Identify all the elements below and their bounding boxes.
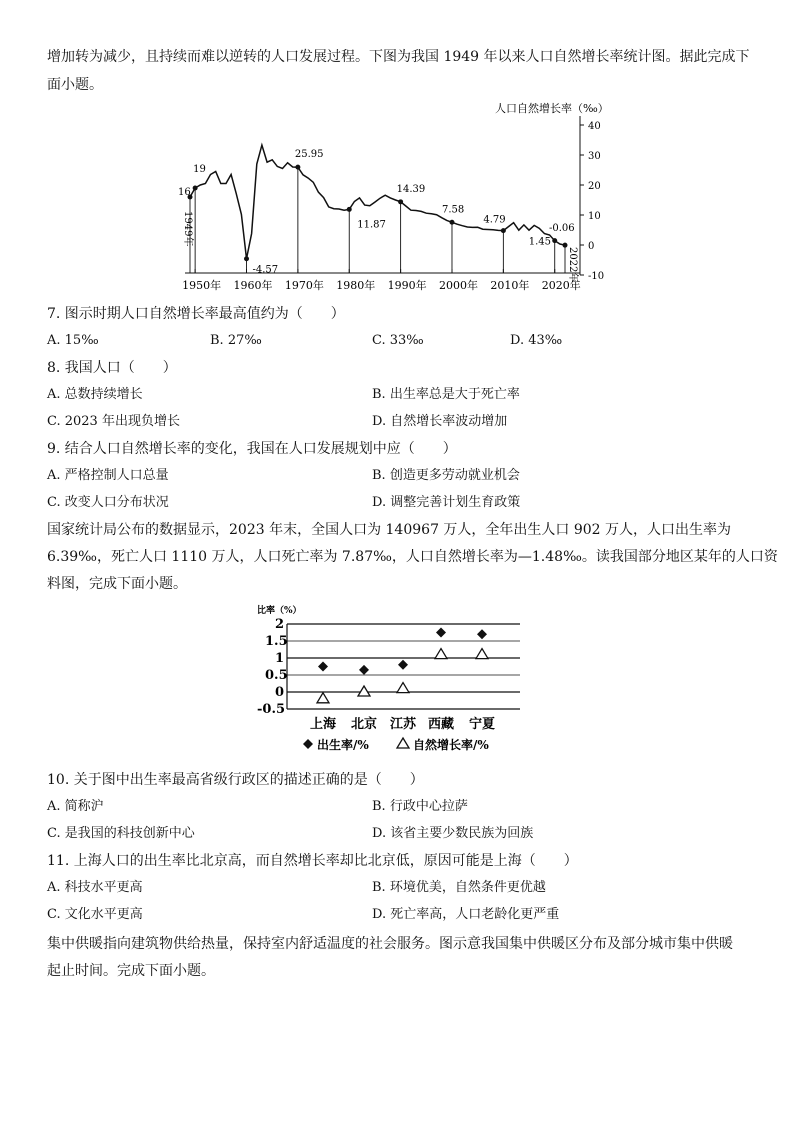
chart1-y-tick-label: -10 xyxy=(588,271,605,282)
chart2-y-tick-label: 0.5 xyxy=(265,668,288,683)
chart2-category-label: 宁夏 xyxy=(469,717,496,732)
passage3-line-2: 起止时间。完成下面小题。 xyxy=(47,963,215,979)
chart1-y-tick-label: 20 xyxy=(588,181,601,192)
legend-birth-rate: 出生率/% xyxy=(317,738,369,752)
chart1-data-label: 16 xyxy=(178,187,191,198)
chart1-x-tick-label: 2020年 xyxy=(541,279,581,292)
birth-rate-marker xyxy=(359,665,369,675)
chart2-y-tick-label: 0 xyxy=(275,685,285,700)
chart2-ylabel: 比率（%） xyxy=(257,606,302,616)
chart1-end-label: 2022年 xyxy=(567,247,578,283)
q7-stem: 7. 图示时期人口自然增长率最高值约为（ ） xyxy=(47,306,345,322)
q9-option-b[interactable]: B. 创造更多劳动就业机会 xyxy=(372,468,520,483)
growth-rate-marker xyxy=(476,649,488,659)
chart2-y-tick-label: 1.5 xyxy=(265,634,288,649)
chart1-data-point xyxy=(347,207,352,212)
q7-option-c[interactable]: C. 33‰ xyxy=(372,333,424,348)
chart1-x-tick-label: 2000年 xyxy=(438,279,478,292)
legend-diamond-marker xyxy=(303,739,313,749)
chart2-legend xyxy=(303,737,489,752)
chart1-y-tick-label: 0 xyxy=(588,241,595,252)
q8-stem: 8. 我国人口（ ） xyxy=(47,360,177,376)
chart1-data-point xyxy=(193,186,198,191)
chart1-data-label: 1.45 xyxy=(528,236,551,248)
intro-line-1: 增加转为减少，且持续而难以逆转的人口发展过程。下图为我国 1949 年以来人口自然增长率统计图。据此完成下 xyxy=(47,49,750,65)
chart1-x-tick-label: 2010年 xyxy=(490,279,530,292)
q10-option-d[interactable]: D. 该省主要少数民族为回族 xyxy=(372,826,534,841)
chart1-y-tick-label: 30 xyxy=(588,151,601,162)
chart1-data-point xyxy=(501,228,506,233)
chart2-category-label: 西藏 xyxy=(428,717,455,732)
q8-option-c[interactable]: C. 2023 年出现负增长 xyxy=(47,414,180,429)
birth-rate-marker xyxy=(318,662,328,672)
chart2-y-tick-label: 2 xyxy=(275,617,285,632)
chart1-data-label: 7.58 xyxy=(441,204,465,216)
q10-option-b[interactable]: B. 行政中心拉萨 xyxy=(372,799,468,814)
growth-rate-marker xyxy=(358,686,370,696)
q11-option-c[interactable]: C. 文化水平更高 xyxy=(47,907,143,922)
passage2-line-1: 国家统计局公布的数据显示，2023 年末，全国人口为 140967 万人，全年出生人口 902 万人，人口出生率为 xyxy=(47,522,732,538)
chart2-y-tick-label: 1 xyxy=(275,651,285,666)
q11-option-d[interactable]: D. 死亡率高，人口老龄化更严重 xyxy=(372,907,560,922)
passage3-line-1: 集中供暖指向建筑物供给热量，保持室内舒适温度的社会服务。图示意我国集中供暖区分布及部分城市集中供暖 xyxy=(47,936,733,952)
chart1-data-point xyxy=(552,238,557,243)
birth-rate-marker xyxy=(398,660,408,670)
growth-rate-marker xyxy=(397,683,409,693)
intro-line-2: 面小题。 xyxy=(47,77,103,93)
chart1-data-point xyxy=(398,199,403,204)
q10-option-a[interactable]: A. 简称沪 xyxy=(47,799,104,814)
chart1-data-point xyxy=(563,243,568,248)
chart1-ylabel: 人口自然增长率（‰） xyxy=(495,102,609,115)
birth-rate-marker xyxy=(477,629,487,639)
chart1-data-label: 19 xyxy=(193,164,206,175)
growth-rate-marker xyxy=(435,649,447,659)
q10-option-c[interactable]: C. 是我国的科技创新中心 xyxy=(47,826,195,841)
passage2-line-3: 料图，完成下面小题。 xyxy=(47,576,187,592)
q9-option-d[interactable]: D. 调整完善计划生育政策 xyxy=(372,495,521,510)
regional-rates-scatter-chart xyxy=(255,600,535,760)
chart1-data-label: -4.57 xyxy=(252,264,279,276)
q11-option-b[interactable]: B. 环境优美，自然条件更优越 xyxy=(372,880,546,895)
q9-option-a[interactable]: A. 严格控制人口总量 xyxy=(47,468,169,483)
birth-rate-marker xyxy=(436,628,446,638)
q7-option-a[interactable]: A. 15‰ xyxy=(47,333,99,348)
q7-option-b[interactable]: B. 27‰ xyxy=(210,333,262,348)
chart1-data-point xyxy=(295,165,300,170)
chart1-data-label: 25.95 xyxy=(294,149,324,161)
q11-stem: 11. 上海人口的出生率比北京高，而自然增长率却比北京低，原因可能是上海（ ） xyxy=(47,853,578,869)
q11-option-a[interactable]: A. 科技水平更高 xyxy=(47,880,143,895)
chart2-category-label: 江苏 xyxy=(390,717,417,732)
natural-growth-rate-line-chart xyxy=(170,95,610,295)
legend-triangle-marker xyxy=(397,738,409,748)
chart2-y-tick-label: -0.5 xyxy=(257,702,286,717)
q7-option-d[interactable]: D. 43‰ xyxy=(510,333,563,348)
chart1-y-tick-label: 10 xyxy=(588,211,601,222)
chart1-x-tick-label: 1960年 xyxy=(233,279,273,292)
q10-stem: 10. 关于图中出生率最高省级行政区的描述正确的是（ ） xyxy=(47,772,424,788)
chart2-category-label: 上海 xyxy=(310,717,337,732)
chart1-data-point xyxy=(244,256,249,261)
chart1-y-tick-label: 40 xyxy=(588,121,601,132)
chart1-data-label: 14.39 xyxy=(396,183,426,195)
chart1-data-label: -0.06 xyxy=(549,223,575,235)
q9-option-c[interactable]: C. 改变人口分布状况 xyxy=(47,495,169,510)
chart1-x-tick-label: 1950年 xyxy=(182,279,222,292)
growth-rate-marker xyxy=(317,693,329,703)
q9-stem: 9. 结合人口自然增长率的变化，我国在人口发展规划中应（ ） xyxy=(47,441,457,457)
legend-growth-rate: 自然增长率/% xyxy=(413,738,489,752)
chart1-data-point xyxy=(449,220,454,225)
growth-rate-series-line xyxy=(190,145,565,259)
chart2-category-label: 北京 xyxy=(351,717,378,732)
chart1-x-tick-label: 1980年 xyxy=(336,279,376,292)
chart1-x-tick-label: 1970年 xyxy=(284,279,324,292)
chart1-start-label: 1949年 xyxy=(182,211,193,247)
q8-option-b[interactable]: B. 出生率总是大于死亡率 xyxy=(372,387,520,402)
q8-option-d[interactable]: D. 自然增长率波动增加 xyxy=(372,414,508,429)
chart1-data-label: 4.79 xyxy=(483,214,506,226)
chart1-x-tick-label: 1990年 xyxy=(387,279,427,292)
chart1-data-label: 11.87 xyxy=(357,219,386,231)
q8-option-a[interactable]: A. 总数持续增长 xyxy=(47,387,143,402)
passage2-line-2: 6.39‰，死亡人口 1110 万人，人口死亡率为 7.87‰，人口自然增长率为—1.48‰。读我国部分地区某年的人口资 xyxy=(47,549,778,565)
